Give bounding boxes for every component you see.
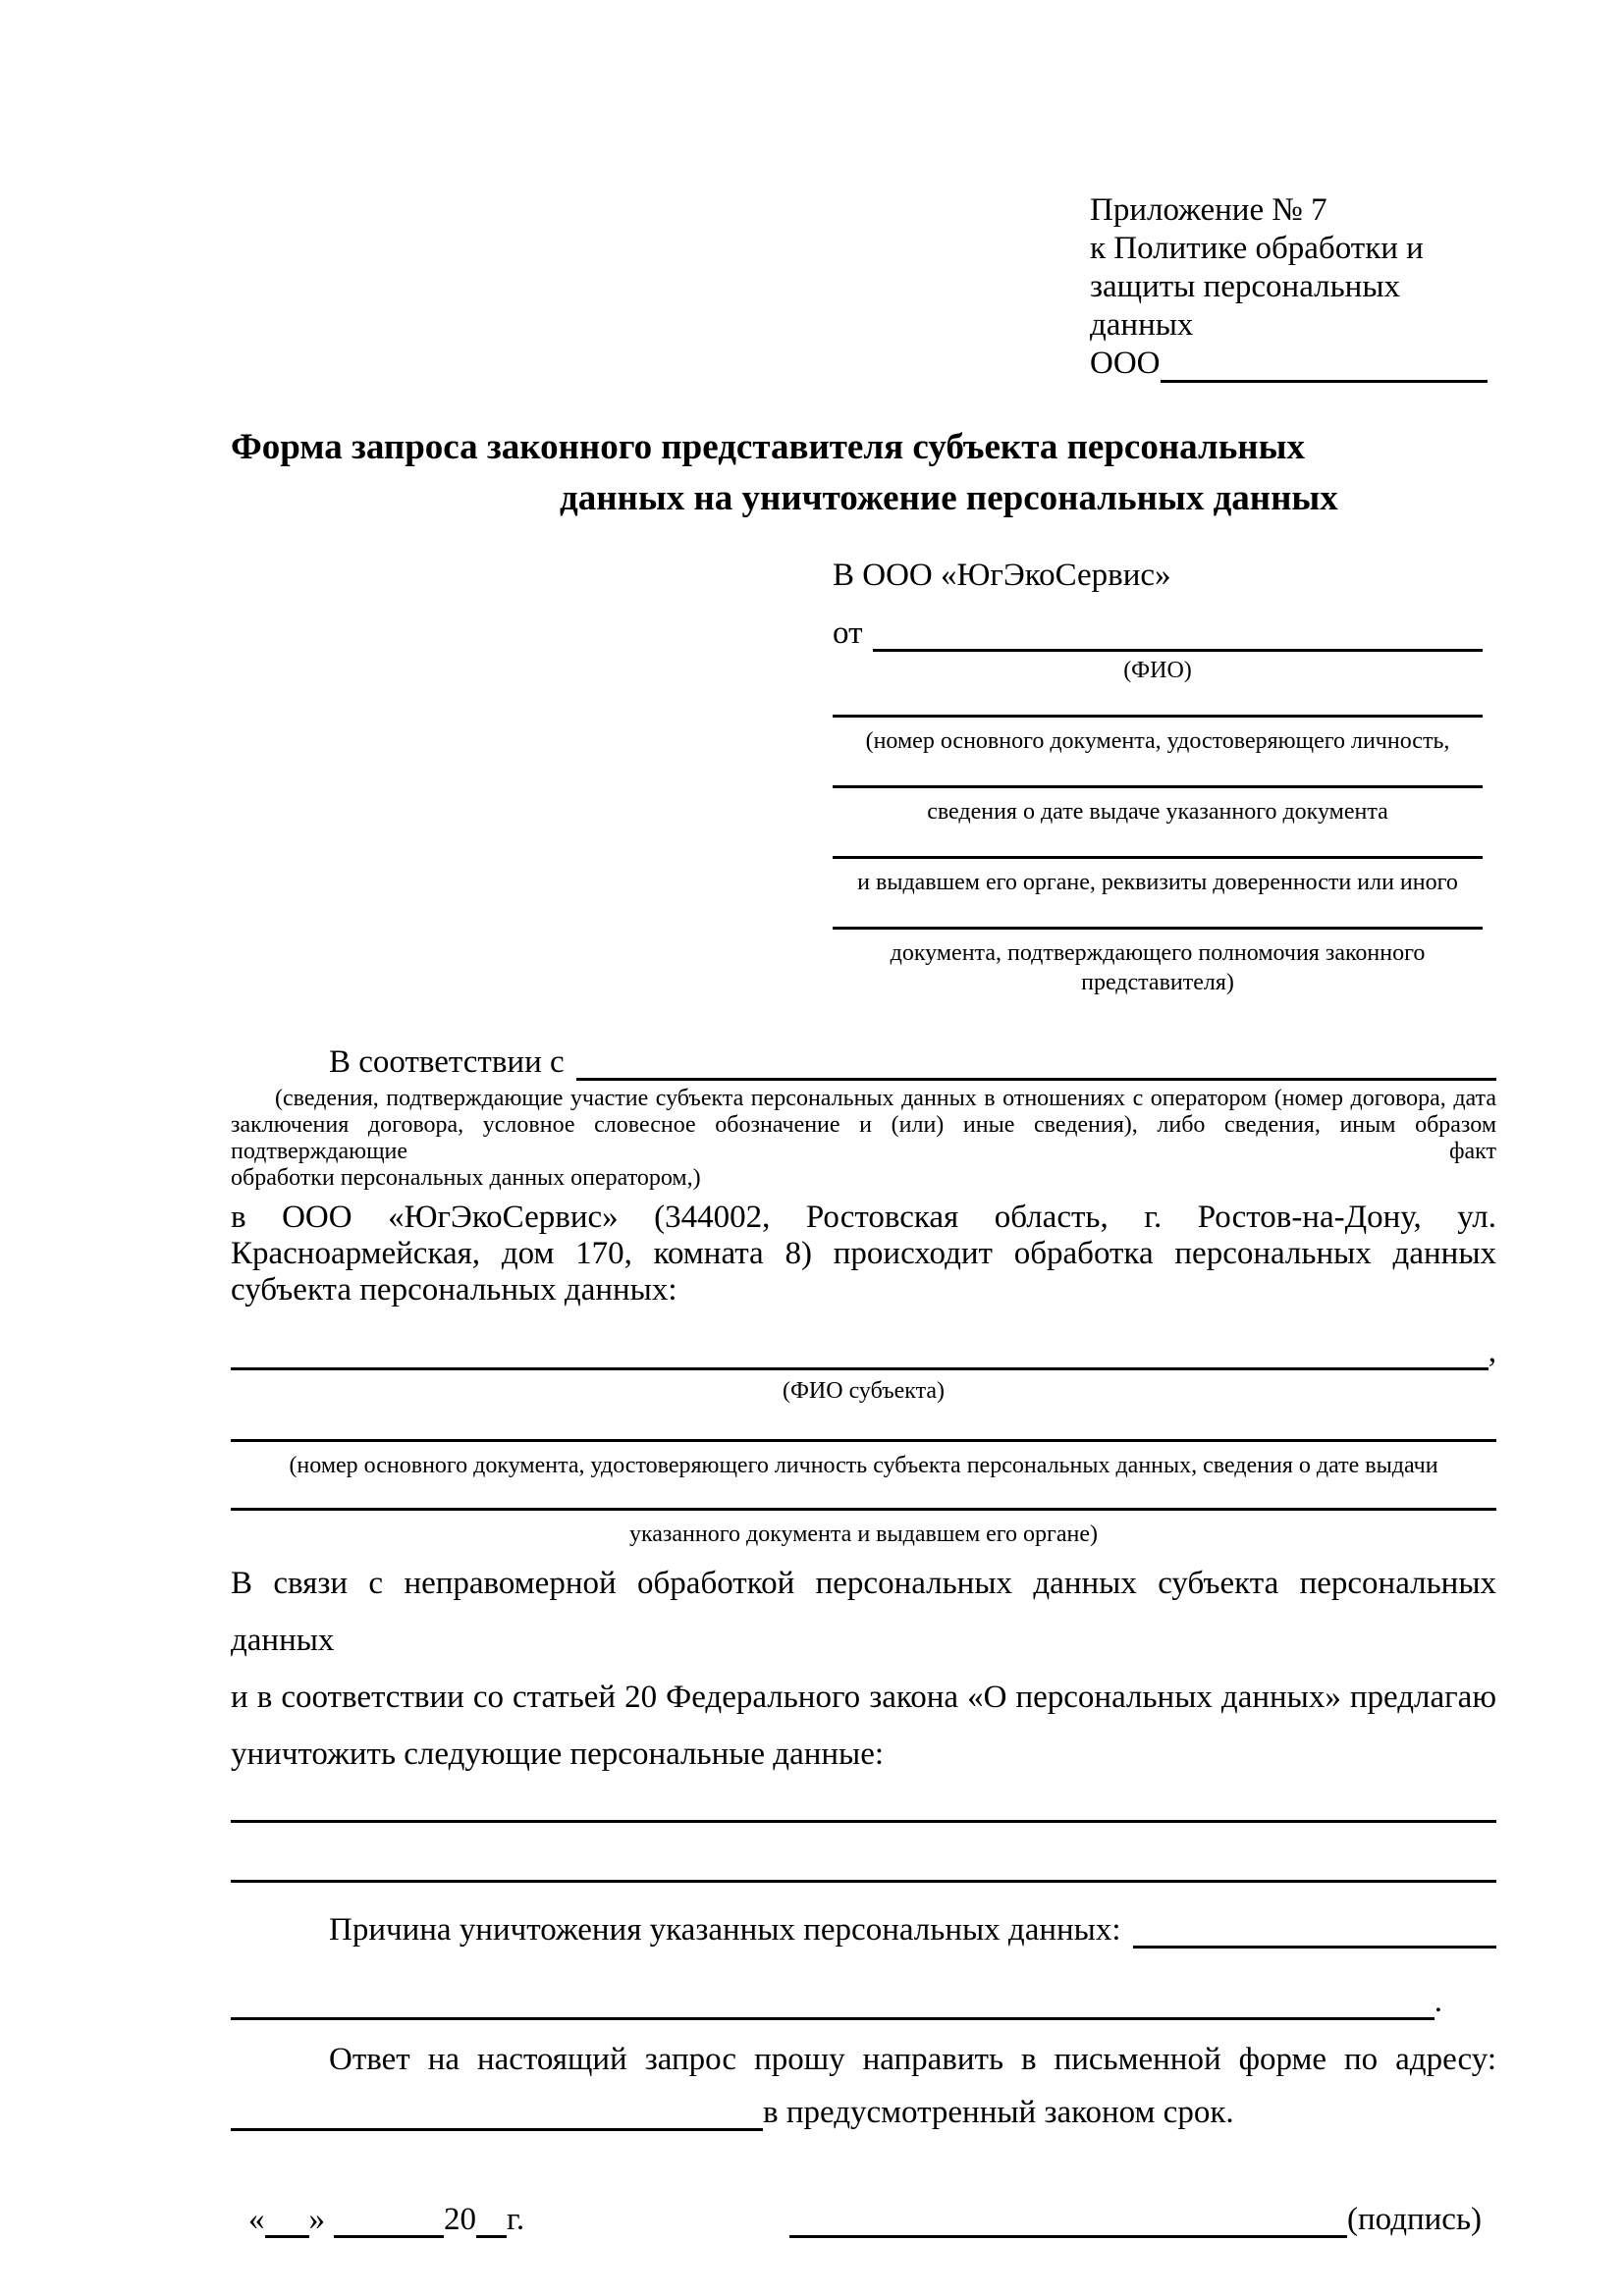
- annex-line-1: Приложение № 7: [1090, 192, 1327, 228]
- quote-close: »: [308, 2202, 325, 2237]
- demand-paragraph: [231, 1555, 1496, 1783]
- field-caption: и выдавшем его органе, реквизиты доверенности или иного: [857, 870, 1458, 895]
- addressee-to: В ООО «ЮгЭкоСервис»: [833, 558, 1171, 593]
- from-blank-line: [873, 615, 1484, 652]
- field-caption: (номер основного документа, удостоверяющего личность субъекта персональных данных, сведения о дате выдачи: [289, 1453, 1438, 1478]
- representative-doc-field-4: [833, 927, 1483, 997]
- from-label: от: [833, 615, 863, 651]
- subject-doc-field-1: [231, 1439, 1496, 1480]
- reply-paragraph: Ответ на настоящий запрос прошу направить в письменной форме по адресу:: [329, 2042, 1496, 2077]
- reason-blank-line: [1133, 1912, 1496, 1949]
- period: .: [1434, 1984, 1442, 2019]
- annex-block: [1090, 191, 1498, 383]
- field-caption: сведения о дате выдаче указанного документа: [927, 799, 1388, 825]
- subject-fio-blank-line: [231, 1334, 1489, 1370]
- date-month-blank: [334, 2202, 444, 2238]
- signature-blank-line: [789, 2202, 1347, 2238]
- write-in-line: [833, 715, 1483, 718]
- note-line-2: заключения договора, условное словесное обозначение и (или) иные сведения), либо сведения, иным образом подтверждающие факт: [231, 1112, 1496, 1164]
- representative-doc-field-3: [833, 856, 1483, 897]
- year-suffix: г.: [507, 2202, 525, 2237]
- address-blank-line: [231, 2095, 763, 2131]
- demand-line-3: уничтожить следующие персональные данные:: [231, 1736, 885, 1772]
- accordance-label: В соответствии с: [329, 1044, 565, 1080]
- ooo-blank-line: [1161, 345, 1488, 383]
- reply-suffix: в предусмотренный законом срок.: [763, 2095, 1234, 2130]
- blank-write-in-line-1: [231, 1820, 1496, 1823]
- write-in-line: [833, 927, 1483, 930]
- demand-line-2: и в соответствии со статьей 20 Федерального закона «О персональных данных» предлагаю: [231, 1680, 1496, 1715]
- blank-write-in-line-2: [231, 1880, 1496, 1883]
- operator-line-3: субъекта персональных данных:: [231, 1272, 677, 1308]
- quote-open: «: [248, 2202, 265, 2237]
- accordance-row: [231, 1044, 1496, 1081]
- title-line-2: данных на уничтожение персональных данных: [560, 478, 1338, 518]
- title-line-1: Форма запроса законного представителя субъекта персональных: [231, 427, 1306, 467]
- operator-paragraph: [231, 1200, 1496, 1308]
- demand-line-1: В связи с неправомерной обработкой персональных данных субъекта персональных данных: [231, 1566, 1496, 1658]
- reason-continuation-row: [231, 1984, 1496, 2020]
- subject-fio-caption: (ФИО субъекта): [782, 1378, 946, 1404]
- note-line-3: обработки персональных данных оператором,): [231, 1165, 701, 1191]
- date-signature-row: [231, 2202, 1496, 2238]
- annex-ooo-label: ООО: [1090, 346, 1161, 381]
- reason-blank-line-2: [231, 1984, 1435, 2020]
- write-in-line: [833, 856, 1483, 859]
- date-day-blank: [265, 2202, 309, 2238]
- annex-line-2: к Политике обработки и: [1090, 231, 1424, 266]
- accordance-note: [231, 1086, 1496, 1192]
- date-year-blank: [476, 2202, 507, 2238]
- subject-fio-row: [231, 1334, 1496, 1370]
- representative-doc-field-1: [833, 715, 1483, 756]
- field-caption: документа, подтверждающего полномочия законного представителя): [890, 940, 1426, 995]
- reply-address-row: [231, 2095, 1496, 2131]
- reason-row: [231, 1912, 1496, 1949]
- write-in-line: [231, 1508, 1496, 1511]
- write-in-line: [231, 1439, 1496, 1442]
- operator-line-1: в ООО «ЮгЭкоСервис» (344002, Ростовская область, г. Ростов-на-Дону, ул.: [231, 1200, 1496, 1235]
- signature-caption: (подпись): [1347, 2202, 1482, 2237]
- addressee-block: [833, 558, 1483, 997]
- field-caption: указанного документа и выдавшем его органе): [628, 1522, 1099, 1547]
- subject-doc-field-2: [231, 1508, 1496, 1549]
- write-in-line: [833, 785, 1483, 788]
- operator-line-2: Красноармейская, дом 170, комната 8) происходит обработка персональных данных: [231, 1236, 1496, 1271]
- accordance-blank-line: [576, 1044, 1496, 1081]
- representative-doc-field-2: [833, 785, 1483, 827]
- document-title: [231, 422, 1496, 524]
- annex-line-3: защиты персональных данных: [1090, 269, 1400, 343]
- field-caption: (номер основного документа, удостоверяющего личность,: [865, 728, 1450, 754]
- year-prefix: 20: [444, 2202, 476, 2237]
- from-row: [833, 615, 1483, 652]
- annex-ooo-row: [1090, 345, 1498, 383]
- note-line-1: (сведения, подтверждающие участие субъекта персональных данных в отношениях с оператором (номер договора, дата: [275, 1086, 1496, 1111]
- reason-label: Причина уничтожения указанных персональных данных:: [329, 1912, 1121, 1948]
- fio-caption: (ФИО): [1123, 658, 1192, 683]
- comma: ,: [1488, 1334, 1496, 1369]
